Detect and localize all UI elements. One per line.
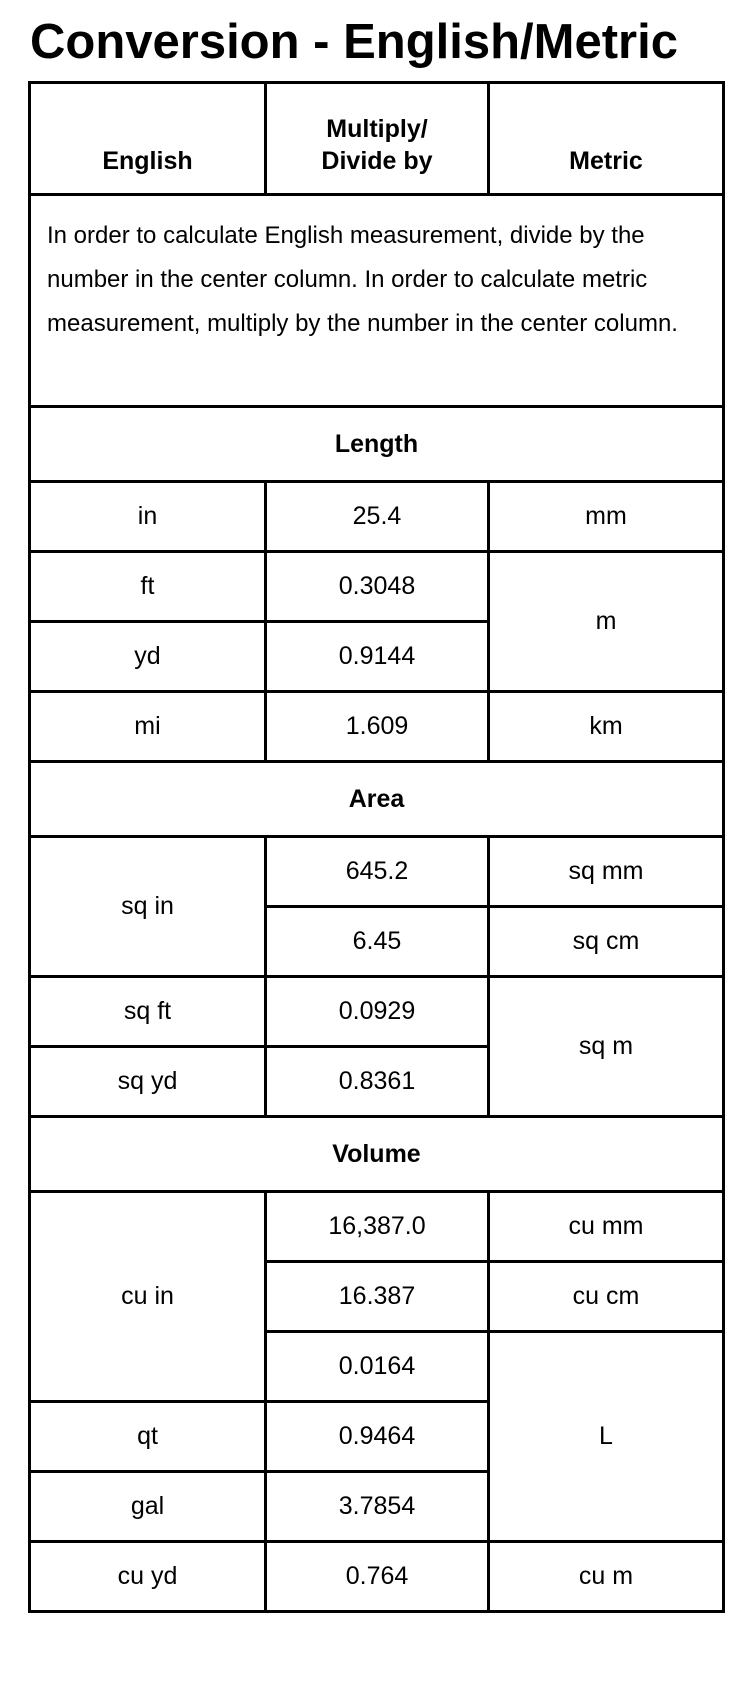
section-row-area [30, 762, 724, 837]
factor: 0.0929 [266, 977, 489, 1047]
metric-unit: cu mm [489, 1192, 724, 1262]
metric-unit: cu m [489, 1542, 724, 1612]
english-unit: yd [30, 622, 266, 692]
conversion-table [28, 81, 725, 1613]
metric-unit: mm [489, 482, 724, 552]
table-row [30, 977, 724, 1047]
section-area: Area [30, 762, 724, 837]
factor: 16,387.0 [266, 1192, 489, 1262]
metric-unit: cu cm [489, 1262, 724, 1332]
english-unit: sq in [30, 837, 266, 977]
table-row [30, 692, 724, 762]
header-multiply-line2: Divide by [321, 147, 433, 175]
english-unit: mi [30, 692, 266, 762]
table-row [30, 837, 724, 907]
factor: 16.387 [266, 1262, 489, 1332]
factor: 0.0164 [266, 1332, 489, 1402]
english-unit: gal [30, 1472, 266, 1542]
header-multiply-line1: Multiply/ [326, 115, 428, 143]
factor: 0.9464 [266, 1402, 489, 1472]
factor: 6.45 [266, 907, 489, 977]
section-length: Length [30, 407, 724, 482]
metric-unit: km [489, 692, 724, 762]
table-row [30, 552, 724, 622]
note-row [30, 195, 724, 407]
metric-unit: sq mm [489, 837, 724, 907]
factor: 0.8361 [266, 1047, 489, 1117]
table-row [30, 482, 724, 552]
section-row-length [30, 407, 724, 482]
english-unit: cu yd [30, 1542, 266, 1612]
metric-unit: sq m [489, 977, 724, 1117]
factor: 0.3048 [266, 552, 489, 622]
factor: 0.9144 [266, 622, 489, 692]
table-header-row [30, 83, 724, 195]
english-unit: cu in [30, 1192, 266, 1402]
metric-unit: L [489, 1332, 724, 1542]
english-unit: in [30, 482, 266, 552]
instructions-note: In order to calculate English measurement, divide by the number in the center column. In order to calculate metric measurement, multiply by the number in the center column. [30, 195, 724, 407]
header-metric: Metric [489, 83, 724, 195]
table-row [30, 1542, 724, 1612]
factor: 0.764 [266, 1542, 489, 1612]
factor: 645.2 [266, 837, 489, 907]
factor: 1.609 [266, 692, 489, 762]
factor: 25.4 [266, 482, 489, 552]
section-volume: Volume [30, 1117, 724, 1192]
header-multiply-divide [266, 83, 489, 195]
section-row-volume [30, 1117, 724, 1192]
table-row [30, 1192, 724, 1262]
factor: 3.7854 [266, 1472, 489, 1542]
english-unit: sq yd [30, 1047, 266, 1117]
header-english: English [30, 83, 266, 195]
english-unit: ft [30, 552, 266, 622]
english-unit: sq ft [30, 977, 266, 1047]
english-unit: qt [30, 1402, 266, 1472]
metric-unit: sq cm [489, 907, 724, 977]
metric-unit: m [489, 552, 724, 692]
page-title: Conversion - English/Metric [30, 15, 678, 69]
